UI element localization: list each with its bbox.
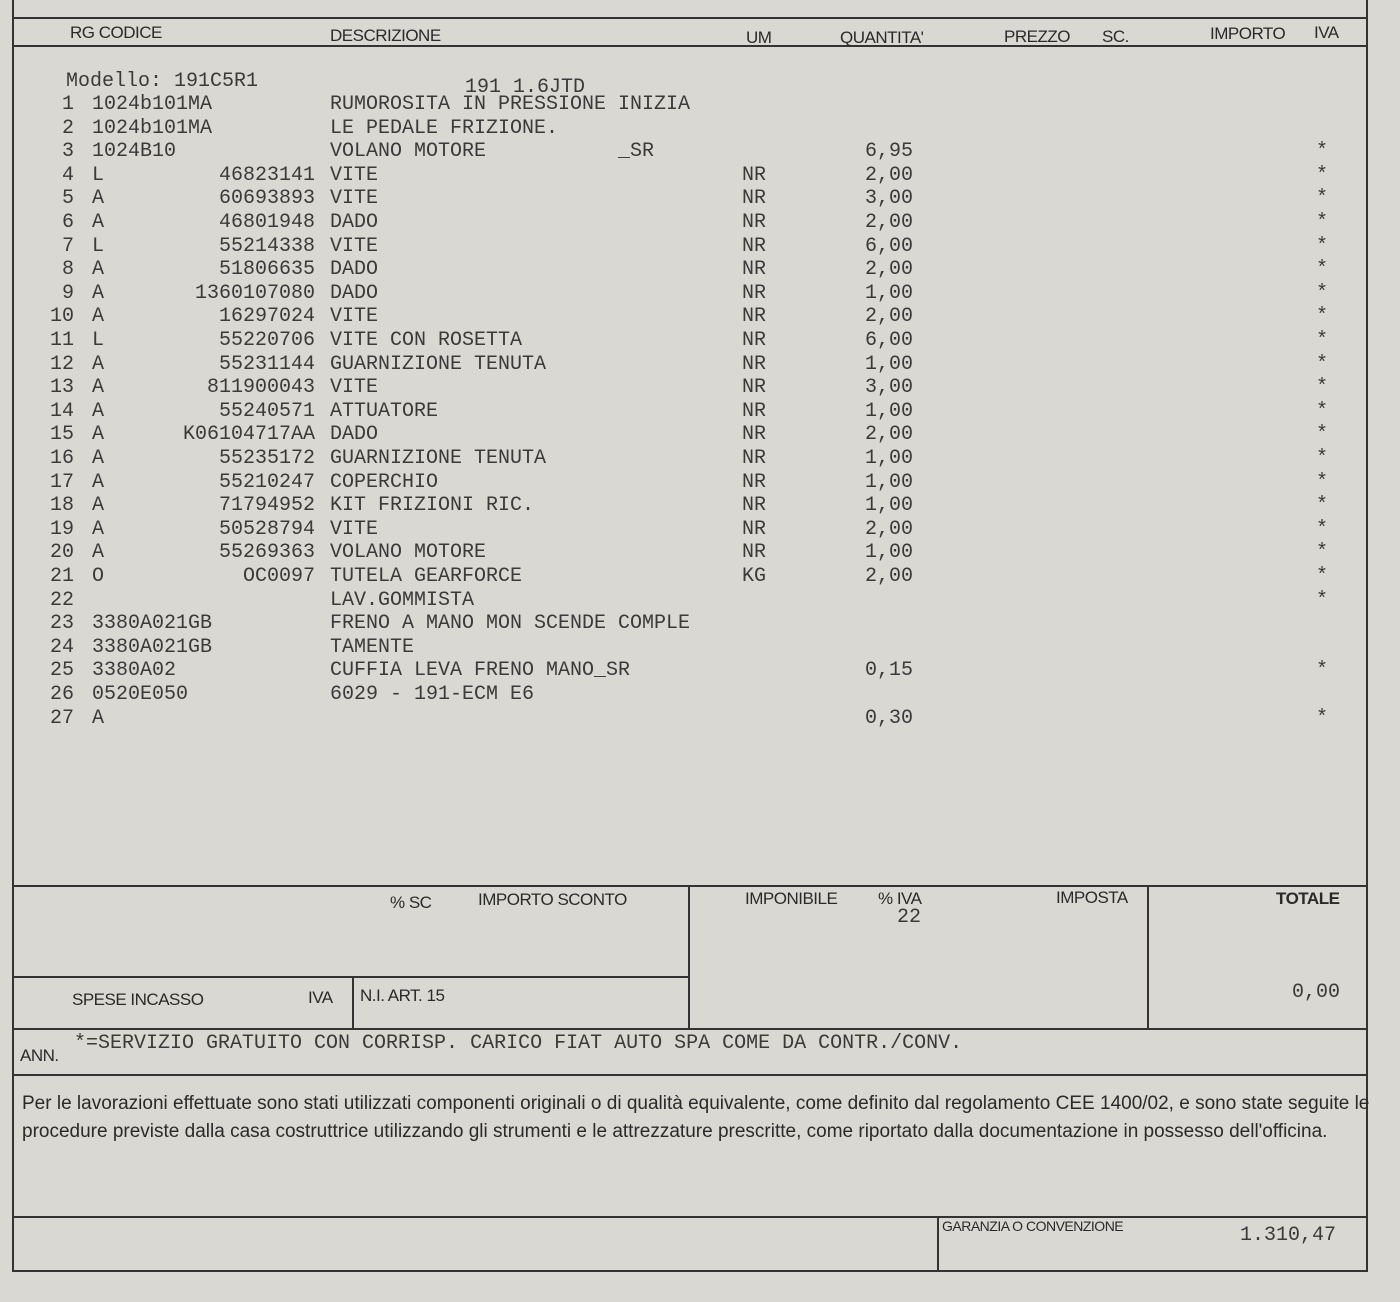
row-description: VITE [330, 517, 379, 541]
row-number: 3 [61, 140, 74, 164]
row-type: A [92, 706, 105, 730]
row-code: 46823141 [218, 163, 315, 187]
row-quantity: 2,00 [864, 517, 913, 541]
header-prezzo: PREZZO [1004, 27, 1070, 46]
row-type: A [92, 470, 105, 494]
row-iva-flag: * [1316, 140, 1329, 164]
row-code: 46801948 [218, 211, 315, 234]
row-um: NR [742, 494, 767, 518]
row-um: NR [742, 258, 767, 282]
row-iva-flag: * [1316, 187, 1329, 211]
row-number: 11 [49, 329, 74, 352]
row-quantity: 2,00 [864, 163, 913, 187]
row-description: LE PEDALE FRIZIONE. [330, 116, 559, 140]
importo-sconto-label: IMPORTO SCONTO [478, 890, 627, 909]
row-type: A [92, 376, 105, 400]
table-row [0, 589, 1400, 612]
row-number: 21 [49, 565, 74, 588]
row-type: A [92, 517, 105, 541]
footer-divider [937, 1216, 939, 1272]
row-description: KIT FRIZIONI RIC. [330, 494, 535, 518]
row-description: VITE [330, 234, 379, 258]
header-descrizione: DESCRIZIONE [330, 26, 441, 45]
row-type: L [92, 234, 105, 258]
table-row [0, 518, 1400, 541]
row-type: A [92, 211, 105, 234]
row-iva-flag: * [1316, 494, 1329, 518]
row-code: OC0097 [242, 565, 315, 588]
row-um: NR [742, 305, 767, 329]
row-um: NR [742, 163, 767, 187]
row-iva-flag: * [1316, 258, 1329, 282]
row-description: VITE [330, 187, 379, 211]
row-um: NR [742, 541, 767, 565]
row-iva-flag: * [1316, 399, 1329, 423]
row-quantity: 2,00 [864, 258, 913, 282]
row-iva-flag: * [1316, 541, 1329, 565]
table-row [0, 353, 1400, 376]
row-description: DADO [330, 423, 379, 447]
row-iva-flag: * [1316, 659, 1329, 683]
annotation-prefix: ANN. [20, 1046, 59, 1065]
row-iva-flag: * [1316, 423, 1329, 447]
row-description: TAMENTE [330, 635, 415, 659]
row-number: 15 [49, 423, 74, 447]
row-number: 9 [61, 281, 74, 305]
column-header-bar [12, 17, 1368, 47]
row-description: LAV.GOMMISTA [330, 588, 475, 612]
header-rg-codice: RG CODICE [70, 23, 162, 42]
row-description: VOLANO MOTORE _SR [330, 140, 655, 164]
row-type: L [92, 163, 105, 187]
row-number: 7 [61, 234, 74, 258]
row-type: A [92, 541, 105, 565]
row-code: 3380A021GB [92, 635, 213, 659]
iva-pct-value: 22 [897, 906, 922, 929]
row-type: A [92, 423, 105, 447]
row-description: RUMOROSITA IN PRESSIONE INIZIA [330, 93, 691, 116]
row-um: NR [742, 352, 767, 376]
footer-top-rule [12, 1216, 1368, 1218]
ni-art-label: N.I. ART. 15 [360, 986, 445, 1005]
row-code: 60693893 [218, 187, 315, 211]
row-number: 26 [49, 683, 74, 706]
table-row [0, 400, 1400, 423]
table-row [0, 494, 1400, 517]
table-row [0, 659, 1400, 682]
row-description: ATTUATORE [330, 399, 439, 423]
row-um: NR [742, 470, 767, 494]
row-type: O [92, 565, 105, 588]
row-description: DADO [330, 281, 379, 305]
row-iva-flag: * [1316, 163, 1329, 187]
row-code: 1024b101MA [92, 116, 213, 140]
header-sc: SC. [1102, 27, 1129, 46]
row-code: 51806635 [218, 258, 315, 282]
row-number: 4 [61, 163, 74, 187]
row-um: NR [742, 447, 767, 470]
row-iva-flag: * [1316, 329, 1329, 352]
table-row [0, 612, 1400, 635]
row-um: NR [742, 517, 767, 541]
row-iva-flag: * [1316, 211, 1329, 234]
row-um: NR [742, 187, 767, 211]
table-row [0, 282, 1400, 305]
row-type: A [92, 305, 105, 329]
row-iva-flag: * [1316, 565, 1329, 588]
row-code: 55231144 [218, 352, 315, 376]
row-um: NR [742, 281, 767, 305]
row-iva-flag: * [1316, 706, 1329, 730]
row-quantity: 6,00 [864, 329, 913, 352]
row-number: 22 [49, 588, 74, 612]
imposta-label: IMPOSTA [1056, 888, 1128, 907]
spese-iva-label: IVA [308, 988, 333, 1007]
totals-top-rule [12, 885, 1368, 887]
table-row [0, 164, 1400, 187]
row-um: NR [742, 376, 767, 400]
row-description: VITE CON ROSETTA [330, 329, 523, 352]
model-name: 191 1.6JTD [465, 76, 586, 99]
row-quantity: 6,00 [864, 234, 913, 258]
row-code: 16297024 [218, 305, 315, 329]
row-number: 23 [49, 612, 74, 636]
table-row [0, 211, 1400, 234]
row-code: 3380A021GB [92, 612, 213, 636]
row-description: COPERCHIO [330, 470, 439, 494]
row-description: GUARNIZIONE TENUTA [330, 447, 547, 470]
row-description: DADO [330, 258, 379, 282]
row-type: A [92, 447, 105, 470]
garanzia-label: GARANZIA O CONVENZIONE [942, 1218, 1124, 1234]
row-description: VITE [330, 305, 379, 329]
model-label: Modello: 191C5R1 [66, 70, 259, 93]
table-row [0, 376, 1400, 399]
table-row [0, 140, 1400, 163]
spese-incasso-label: SPESE INCASSO [72, 990, 204, 1009]
table-row [0, 636, 1400, 659]
row-number: 27 [49, 706, 74, 730]
row-code: 0520E050 [92, 683, 189, 706]
totale-label: TOTALE [1276, 889, 1340, 908]
row-um: NR [742, 234, 767, 258]
row-description: VOLANO MOTORE [330, 541, 487, 565]
row-number: 20 [49, 541, 74, 565]
row-description: DADO [330, 211, 379, 234]
row-iva-flag: * [1316, 281, 1329, 305]
table-row [0, 423, 1400, 446]
row-number: 16 [49, 447, 74, 470]
row-um: NR [742, 329, 767, 352]
row-number: 8 [61, 258, 74, 282]
row-quantity: 3,00 [864, 376, 913, 400]
row-quantity: 1,00 [864, 494, 913, 518]
header-um: UM [746, 28, 772, 47]
row-iva-flag: * [1316, 352, 1329, 376]
row-type: L [92, 329, 105, 352]
table-row [0, 541, 1400, 564]
row-um: KG [742, 565, 767, 588]
row-number: 25 [49, 659, 74, 683]
row-number: 2 [61, 116, 74, 140]
row-description: 6029 - 191-ECM E6 [330, 683, 535, 706]
row-iva-flag: * [1316, 376, 1329, 400]
row-description: GUARNIZIONE TENUTA [330, 352, 547, 376]
row-description: CUFFIA LEVA FRENO MANO_SR [330, 659, 631, 683]
table-row [0, 235, 1400, 258]
table-row [0, 258, 1400, 281]
row-quantity: 0,15 [864, 659, 913, 683]
row-number: 18 [49, 494, 74, 518]
row-number: 24 [49, 635, 74, 659]
compliance-note: Per le lavorazioni effettuate sono stati utilizzati componenti originali o di qualità equivalente, come definito dal regolamento CEE 1400/02, e sono state seguite le procedure previste dalla casa costruttrice utilizzando gli strumenti e le attrezzature prescritte, come riportato dalla documentazione in possesso dell'officina. [22, 1093, 1370, 1142]
row-quantity: 0,30 [864, 706, 913, 730]
row-number: 19 [49, 517, 74, 541]
row-type: A [92, 187, 105, 211]
table-row [0, 707, 1400, 730]
row-description: VITE [330, 163, 379, 187]
row-number: 12 [49, 352, 74, 376]
row-um: NR [742, 423, 767, 447]
row-code: 55235172 [218, 447, 315, 470]
table-row [0, 329, 1400, 352]
row-code: 811900043 [206, 376, 315, 400]
row-iva-flag: * [1316, 447, 1329, 470]
table-row [0, 117, 1400, 140]
totals-divider-2 [1147, 885, 1149, 1030]
row-code: 55214338 [218, 234, 315, 258]
row-code: 1024b101MA [92, 93, 213, 116]
row-quantity: 1,00 [864, 281, 913, 305]
totale-value: 0,00 [1292, 981, 1341, 1004]
totals-divider-1 [688, 885, 690, 1030]
table-row [0, 447, 1400, 470]
iva-pct-label: % IVA [878, 889, 922, 908]
table-row [0, 471, 1400, 494]
row-quantity: 1,00 [864, 447, 913, 470]
row-iva-flag: * [1316, 234, 1329, 258]
row-description: VITE [330, 376, 379, 400]
row-iva-flag: * [1316, 588, 1329, 612]
row-code: 50528794 [218, 517, 315, 541]
row-code: 55210247 [218, 470, 315, 494]
table-row [0, 305, 1400, 328]
row-iva-flag: * [1316, 470, 1329, 494]
row-type: A [92, 258, 105, 282]
row-quantity: 6,95 [864, 140, 913, 164]
row-number: 1 [61, 93, 74, 116]
sc-label: % SC [390, 893, 432, 912]
row-iva-flag: * [1316, 305, 1329, 329]
row-quantity: 1,00 [864, 470, 913, 494]
row-iva-flag: * [1316, 517, 1329, 541]
table-row [0, 683, 1400, 706]
totals-bottom-rule [12, 1028, 1368, 1030]
table-row [0, 93, 1400, 116]
row-description: FRENO A MANO MON SCENDE COMPLE [330, 612, 691, 636]
row-type: A [92, 399, 105, 423]
row-quantity: 2,00 [864, 565, 913, 588]
row-code: 55220706 [218, 329, 315, 352]
header-quantita: QUANTITA' [840, 28, 924, 47]
spese-divider [352, 976, 354, 1030]
spese-top-rule [12, 976, 690, 978]
annotation-text: *=SERVIZIO GRATUITO CON CORRISP. CARICO FIAT AUTO SPA COME DA CONTR./CONV. [74, 1032, 963, 1055]
imponibile-label: IMPONIBILE [745, 889, 838, 908]
row-code: 55269363 [218, 541, 315, 565]
row-type: A [92, 494, 105, 518]
row-code: 1360107080 [194, 281, 315, 305]
row-code: 55240571 [218, 399, 315, 423]
row-type: A [92, 281, 105, 305]
row-quantity: 2,00 [864, 423, 913, 447]
row-number: 10 [49, 305, 74, 329]
row-number: 17 [49, 470, 74, 494]
row-number: 6 [61, 211, 74, 234]
row-quantity: 1,00 [864, 399, 913, 423]
table-row [0, 187, 1400, 210]
header-iva: IVA [1314, 23, 1339, 42]
row-code: K06104717AA [182, 423, 315, 447]
header-importo: IMPORTO [1210, 24, 1286, 43]
row-code: 1024B10 [92, 140, 177, 164]
row-um: NR [742, 399, 767, 423]
row-number: 5 [61, 187, 74, 211]
row-number: 14 [49, 399, 74, 423]
row-code: 3380A02 [92, 659, 177, 683]
row-type: A [92, 352, 105, 376]
row-quantity: 3,00 [864, 187, 913, 211]
row-quantity: 1,00 [864, 541, 913, 565]
table-row [0, 565, 1400, 588]
row-um: NR [742, 211, 767, 234]
row-code: 71794952 [218, 494, 315, 518]
annotation-bottom-rule [12, 1074, 1368, 1076]
garanzia-value: 1.310,47 [1240, 1224, 1337, 1247]
row-description: TUTELA GEARFORCE [330, 565, 523, 588]
row-quantity: 2,00 [864, 211, 913, 234]
row-quantity: 2,00 [864, 305, 913, 329]
row-quantity: 1,00 [864, 352, 913, 376]
row-number: 13 [49, 376, 74, 400]
